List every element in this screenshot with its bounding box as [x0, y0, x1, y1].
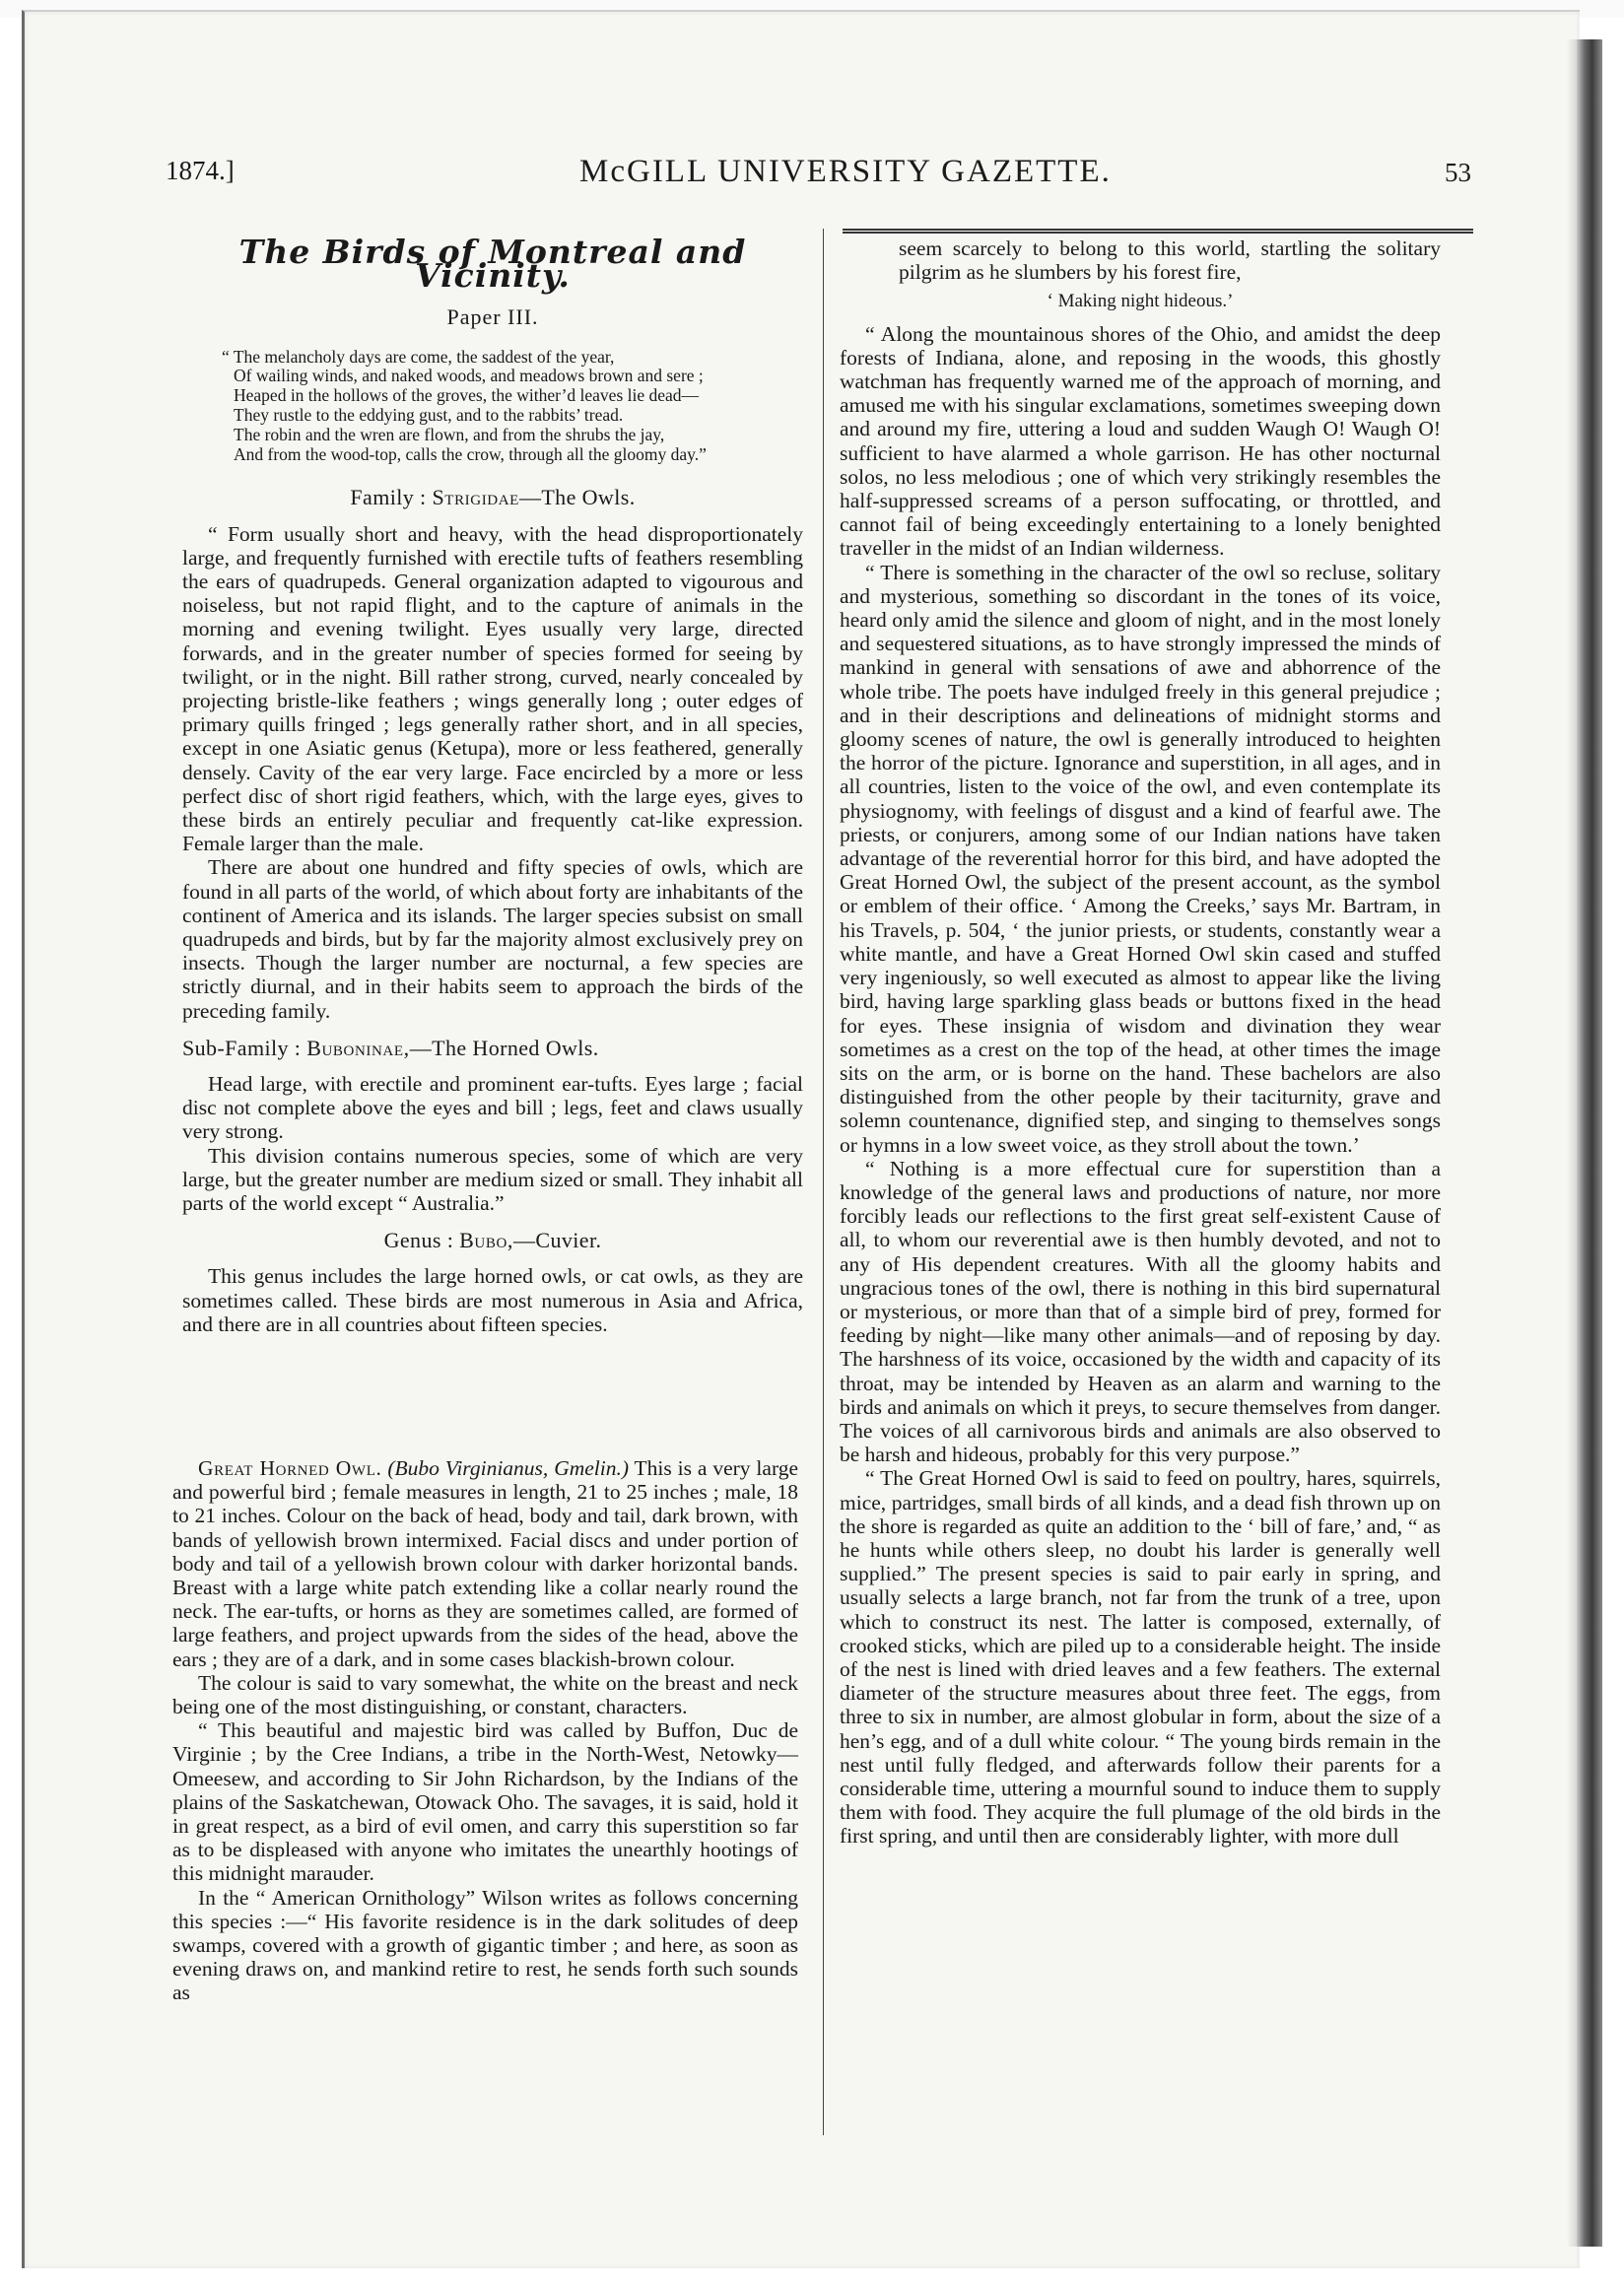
- poem-line: And from the wood-top, calls the crow, through all the gloomy day.”: [234, 443, 707, 464]
- running-head: [166, 148, 1471, 207]
- body-paragraph: “ The Great Horned Owl is said to feed on poultry, hares, squirrels, mice, partridges, small birds of all kinds, and a dead fish thrown up on the shore is regarded as quite an addition to the ‘ bill of fare,’ and, “ as he hunts while others sleep, no doubt his larder is generally well supplied.” The present species is said to pair early in spring, and usually selects a large branch, not far from the trunk of a tree, upon which to construct its nest. The latter is composed, externally, of crooked sticks, which are piled up to a considerable height. The inside of the nest is lined with dried leaves and a few feathers. The external diameter of the structure measures about three feet. The eggs, from three to six in number, are almost globular in form, about the size of a hen’s egg, and of a dull white colour. “ The young birds remain in the nest until fully fledged, and afterwards follow their parents for a considerable time, uttering a mournful sound to induce them to supply them with food. They acquire the full plumage of the old birds in the first spring, and until then are considerably lighter, with more dull: [840, 1466, 1441, 1849]
- publication-title: McGILL UNIVERSITY GAZETTE.: [579, 154, 1112, 189]
- body-paragraph: “ There is something in the character of the owl so recluse, solitary and mysterious, something so discordant in the tones of its voice, heard only amid the silence and gloom of night, and in the most lonely and sequestered situations, as to have strongly impressed the minds of mankind in general with sensations of awe and abhorrence of the whole tribe. The poets have indulged freely in this general prejudice ; and in their descriptions and delineations of midnight storms and gloomy scenes of nature, the owl is generally introduced to heighten the horror of the picture. Ignorance and superstition, in all ages, and in all countries, listen to the voice of the owl, and even contemplate its physiognomy, with feelings of disgust and a kind of fearful awe. The priests, or conjurers, among some of our Indian nations have taken advantage of the reverential horror for this bird, and have adopted the Great Horned Owl, the subject of the present account, as the symbol or emblem of their office. ‘ Among the Creeks,’ says Mr. Bartram, in his Travels, p. 504, ‘ the junior priests, or students, constantly wear a white mantle, and have a Great Horned Owl skin cased and stuffed very ingeniously, so well executed as almost to appear like the living bird, having large sparkling glass beads or buttons fixed in the head for eyes. These insignia of wisdom and divination they wear sometimes as a crest on the top of the head, at other times the image sits on the arm, or is borne on the hand. These bachelors are also distinguished from the other people by their taciturnity, grave and solemn countenance, dignified step, and singing to themselves songs or hymns in a low sweet voice, as they stroll about the town.’: [840, 560, 1441, 1157]
- epigraph-poem: [222, 348, 803, 465]
- subfamily-name: Buboninae,: [306, 1035, 410, 1060]
- column-divider: [823, 229, 824, 2135]
- species-entry: [128, 1456, 798, 2005]
- heading-label: Sub-Family :: [182, 1035, 302, 1060]
- genus-author: —Cuvier.: [513, 1228, 602, 1253]
- species-continuation: [128, 1671, 798, 2005]
- body-paragraph: There are about one hundred and fifty species of owls, which are found in all parts of the world, of which about forty are inhabitants of the continent of America and its islands. The larger species subsist on small quadrupeds and birds, but by far the majority almost exclusively prey on insects. Though the larger number are nocturnal, a few species are strictly diurnal, and in their habits seem to approach the birds of the preceding family.: [182, 855, 803, 1023]
- body-paragraph: This division contains numerous species, some of which are very large, but the greater number are medium sized or small. They inhabit all parts of the world except “ Australia.”: [182, 1143, 803, 1216]
- subfamily-heading: [182, 1037, 803, 1060]
- poem-line: Of wailing winds, and naked woods, and meadows brown and sere ;: [234, 366, 704, 386]
- poem-line: They rustle to the eddying gust, and to the rabbits’ tread.: [234, 405, 624, 425]
- family-name: Strigidae: [432, 485, 519, 510]
- species-paragraph: [128, 1456, 798, 1671]
- header-rule: [843, 229, 1473, 234]
- paper-number: Paper III.: [446, 304, 539, 330]
- heading-label: Genus :: [383, 1228, 454, 1253]
- body-paragraph: The colour is said to vary somewhat, the white on the breast and neck being one of the most distinguishing, or constant, characters.: [172, 1670, 798, 1719]
- poem-line: “ The melancholy days are come, the saddest of the year,: [222, 346, 615, 367]
- body-paragraph: seem scarcely to belong to this world, startling the solitary pilgrim as he slumbers by his forest fire,: [899, 236, 1441, 285]
- quote-line: ‘ Making night hideous.’: [1047, 291, 1234, 312]
- right-column: [840, 236, 1441, 1849]
- body-paragraph: “ Form usually short and heavy, with the head disproportionately large, and frequently furnished with erectile tufts of feathers resembling the ears of quadrupeds. General organization adapted to vigourous and noiseless, but not rapid flight, and to the capture of animals in the morning and evening twilight. Eyes usually very large, directed forwards, and in the greater number of species formed for seeing by twilight, or in the night. Bill rather strong, curved, nearly concealed by projecting bristle-like feathers ; wings generally long ; outer edges of primary quills fringed ; legs generally rather short, and in all species, except in one Asiatic genus (Ketupa), more or less feathered, generally densely. Cavity of the ear very large. Face encircled by a more or less perfect disc of short rigid feathers, which, with the large eyes, gives to these birds an entirely peculiar and frequently cat-like expression. Female larger than the male.: [182, 521, 803, 856]
- body-paragraph: Head large, with erectile and prominent ear-tufts. Eyes large ; facial disc not complete above the eyes and bill ; legs, feet and claws usually very strong.: [182, 1072, 803, 1144]
- genus-heading: [182, 1229, 803, 1252]
- page-gutter-shadow: [1567, 39, 1577, 2247]
- body-paragraph: “ This beautiful and majestic bird was called by Buffon, Duc de Virginie ; by the Cree Indians, a tribe in the North-West, Netowky—Omeesew, and according to Sir John Richardson, by the Indians of the plains of the Saskatchewan, Otowack Oho. The savages, it is said, hold it in great respect, as a bird of evil omen, and carry this superstition so far as to be displeased with anyone who imitates the unearthly hootings of this midnight marauder.: [172, 1718, 798, 1886]
- family-common-name: —The Owls.: [518, 485, 636, 510]
- left-column: [182, 233, 803, 1336]
- species-description: This is a very large and powerful bird ; female measures in length, 21 to 25 inches ; male, 18 to 21 inches. Colour on the back of head, body and tail, dark brown, with bands of yellowish brown intermixed. Facial discs and under portion of body and tail of a yellowish brown colour with darker horizontal bands. Breast with a large white patch extending like a collar nearly round the neck. The ear-tufts, or horns as they are sometimes called, are formed of large feathers, and project upwards from the sides of the head, above the ears ; they are of a dark, and in some cases blackish-brown colour.: [172, 1456, 799, 1671]
- heading-label: Family :: [350, 485, 427, 510]
- poem-line: Heaped in the hollows of the groves, the wither’d leaves lie dead—: [234, 385, 700, 406]
- species-binomial: (Bubo Virginianus, Gmelin.): [387, 1456, 630, 1480]
- body-paragraph: “ Nothing is a more effectual cure for superstition than a knowledge of the general laws and productions of nature, nor more forcibly leads our reflections to the first great self-existent Cause of all, to whom our reverential awe is then humbly devoted, and not to any of His dependent creatures. With all the gloomy habits and ungracious tones of the owl, there is nothing in this bird supernatural or mysterious, or more than that of a simple bird of prey, formed for feeding by night—like many other animals—and of reposing by day. The harshness of its voice, occasioned by the width and capacity of its throat, may be intended by Heaven as an alarm and warning to the birds and animals on which it preys, to secure themselves from danger. The voices of all carnivorous birds and animals are also observed to be harsh and hideous, probably for this very purpose.”: [840, 1156, 1441, 1467]
- article-title: The Birds of Montreal and Vicinity.: [238, 233, 747, 296]
- body-paragraph: “ Along the mountainous shores of the Ohio, and amidst the deep forests of Indiana, alone, and reposing in the woods, this ghostly watchman has frequently warned me of the approach of morning, and amused me with his singular exclamations, sometimes sweeping down and around my fire, uttering a loud and sudden Waugh O! Waugh O! sufficient to have alarmed a whole garrison. He has other nocturnal solos, no less melodious ; one of which very strikingly resembles the half-suppressed screams of a person suffocating, or throttled, and cannot fail of being exceedingly entertaining to a lonely benighted traveller in the midst of an Indian wilderness.: [840, 321, 1441, 561]
- genus-name: Bubo,: [459, 1228, 513, 1253]
- header-year: 1874.]: [166, 156, 235, 185]
- species-name: Great Horned Owl.: [198, 1456, 382, 1480]
- subfamily-common-name: —The Horned Owls.: [409, 1035, 599, 1060]
- family-heading: [182, 486, 803, 509]
- book-binding-edge: [1577, 39, 1602, 2247]
- body-paragraph: In the “ American Ornithology” Wilson writes as follows concerning this species :—“ His favorite residence is in the dark solitudes of deep swamps, covered with a growth of gigantic timber ; and here, as soon as evening draws on, and mankind retire to rest, he sends forth such sounds as: [172, 1885, 798, 2005]
- body-paragraph: This genus includes the large horned owls, or cat owls, as they are sometimes called. These birds are most numerous in Asia and Africa, and there are in all countries about fifteen species.: [182, 1264, 803, 1336]
- poem-line: The robin and the wren are flown, and from the shrubs the jay,: [234, 424, 665, 444]
- page-number: 53: [1445, 158, 1471, 187]
